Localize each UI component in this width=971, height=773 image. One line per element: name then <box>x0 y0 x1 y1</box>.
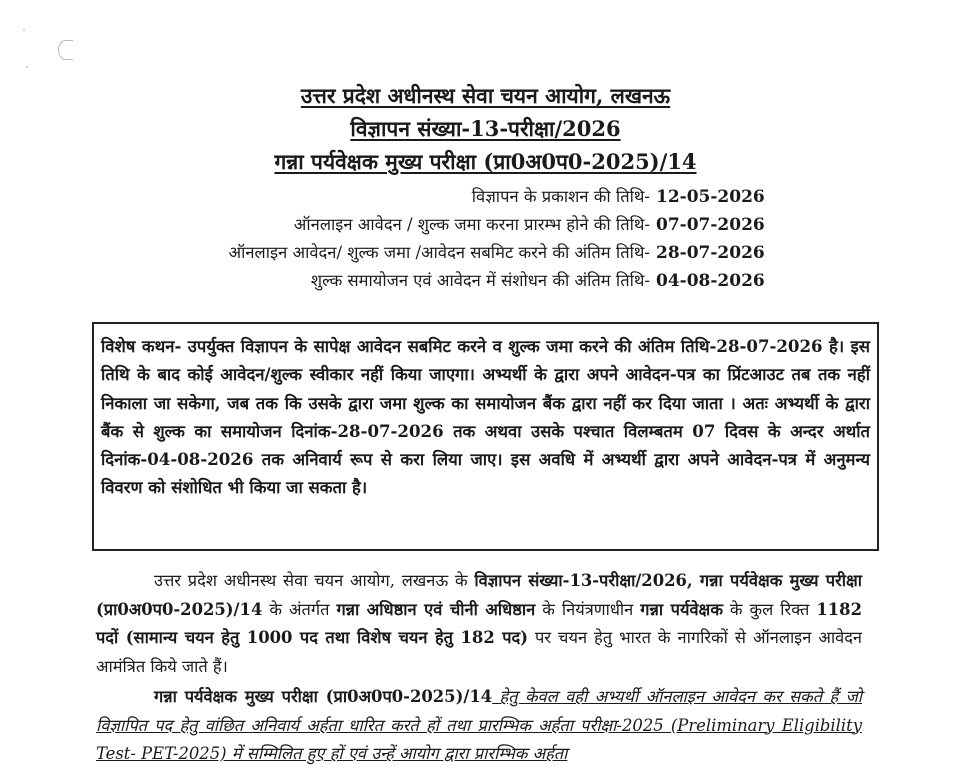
date-label: विज्ञापन के प्रकाशन की तिथि- <box>471 187 650 206</box>
para-text: पर चयन हेतु भारत के नागरिकों से ऑनलाइन आवेदन आमंत्रित किये जाते हैं। <box>96 628 863 676</box>
date-row <box>229 240 769 268</box>
scan-artifact-dot <box>26 66 28 68</box>
eligibility-condition: हेतु केवल वही अभ्यर्थी ऑनलाइन आवेदन कर सकते हैं जो विज्ञापित पद हेतु वांछित अनिवार्य अर्हता धारित करते हों तथा प्रारम्भिक अर्हता परीक्षा-2025 (Preliminary Eligibility Test- PET-2025) में सम्मिलित हुए हों एवं उन्हें आयोग द्वारा प्रारम्भिक अर्हता <box>96 687 862 763</box>
exam-name: गन्ना पर्यवेक्षक मुख्य परीक्षा (प्रा0अ0प0-2025)/14 <box>154 687 493 706</box>
header-exam-name: गन्ना पर्यवेक्षक मुख्य परीक्षा (प्रा0अ0प0-2025)/14 <box>274 149 697 174</box>
paragraph-invitation <box>96 567 862 681</box>
date-label: शुल्क समायोजन एवं आवेदन में संशोधन की अंतिम तिथि- <box>310 271 650 290</box>
date-label: ऑनलाइन आवेदन/ शुल्क जमा /आवेदन सबमिट करने की अंतिम तिथि- <box>228 243 650 262</box>
date-value: 04-08-2026 <box>656 271 765 291</box>
date-row <box>229 212 769 240</box>
important-dates <box>229 184 769 296</box>
establishment-name: गन्ना अधिष्ठान एवं चीनी अधिष्ठान <box>336 599 536 619</box>
para-text: के नियंत्रणाधीन <box>535 599 641 619</box>
para-text: उत्तर प्रदेश अधीनस्थ सेवा चयन आयोग, लखनऊ के <box>154 571 475 590</box>
header-advertisement-number: विज्ञापन संख्या-13-परीक्षा/2026 <box>350 116 621 141</box>
para-text: के अंतर्गत <box>262 599 337 619</box>
vacancy-count: 1182 पदों (सामान्य चयन हेतु 1000 पद तथा विशेष चयन हेतु 182 पद) <box>96 599 862 647</box>
scan-artifact <box>58 40 73 60</box>
post-name: गन्ना पर्यवेक्षक <box>640 599 723 619</box>
paragraph-eligibility <box>96 683 862 769</box>
date-value: 12-05-2026 <box>656 187 765 207</box>
header-commission-name: उत्तर प्रदेश अधीनस्थ सेवा चयन आयोग, लखनऊ <box>300 83 671 108</box>
para-text: के कुल रिक्त <box>722 599 817 619</box>
special-notice-box: विशेष कथन- उपर्युक्त विज्ञापन के सापेक्ष आवेदन सबमिट करने व शुल्क जमा करने की अंतिम तिथि-28-07-2026 है। इस तिथि के बाद कोई आवेदन/शुल्क स्वीकार नहीं किया जाएगा। अभ्यर्थी के द्वारा अपने आवेदन-पत्र का प्रिंटआउट तब तक नहीं निकाला जा सकेगा, जब तक कि उसके द्वारा जमा शुल्क का समायोजन बैंक द्वारा नहीं कर दिया जाता । अतः अभ्यर्थी के द्वारा बैंक से शुल्क का समायोजन दिनांक-28-07-2026 तक अथवा उसके पश्चात विलम्बतम 07 दिवस के अन्दर अर्थात दिनांक-04-08-2026 तक अनिवार्य रूप से करा लिया जाए। इस अवधि में अभ्यर्थी द्वारा अपने आवेदन-पत्र में अनुमन्य विवरण को संशोधित भी किया जा सकता है। <box>92 322 879 551</box>
date-row <box>229 184 769 212</box>
date-value: 07-07-2026 <box>656 215 765 235</box>
advertisement-reference: विज्ञापन संख्या-13-परीक्षा/2026, गन्ना पर्यवेक्षक मुख्य परीक्षा (प्रा0अ0प0-2025)/14 <box>96 571 862 619</box>
date-label: ऑनलाइन आवेदन / शुल्क जमा करना प्रारम्भ होने की तिथि- <box>293 215 650 234</box>
scan-artifact-dot <box>23 29 25 31</box>
date-row <box>229 268 769 296</box>
date-value: 28-07-2026 <box>656 243 765 263</box>
